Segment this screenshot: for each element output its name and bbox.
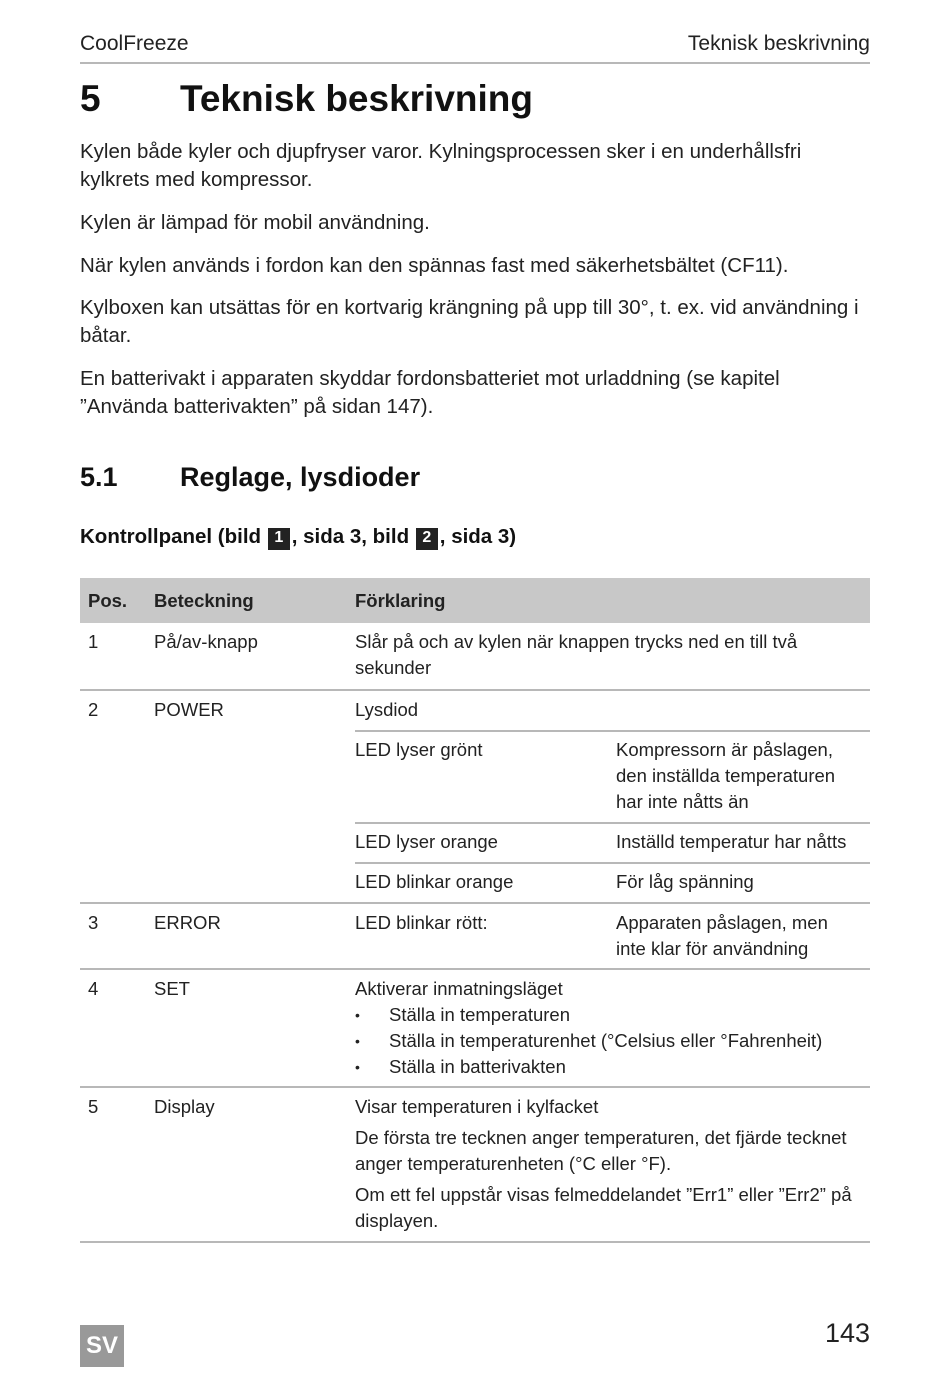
led-meaning: Inställd temperatur har nåtts [616, 831, 847, 852]
row-designation: På/av-knapp [154, 631, 258, 652]
subsection-number: 5.1 [80, 462, 118, 492]
led-state: LED lyser grönt [355, 739, 483, 760]
figure-ref-1: 1 [268, 528, 290, 550]
table-row [80, 904, 870, 970]
paragraph: Kylen är lämpad för mobil användning. [80, 211, 430, 234]
led-state: LED blinkar rött: [355, 912, 488, 933]
language-tab: SV [80, 1325, 124, 1367]
table-row [80, 1088, 870, 1243]
list-item: • Ställa in temperaturenhet (°Celsius eller °Fahrenheit) [355, 1028, 870, 1054]
divider [355, 730, 870, 732]
paragraph: När kylen används i fordon kan den spännas fast med säkerhetsbältet (CF11). [80, 254, 789, 277]
figure-ref-2: 2 [416, 528, 438, 550]
controls-table [80, 578, 870, 1243]
explanation-text: Visar temperaturen i kylfacket [355, 1096, 599, 1117]
led-meaning: Apparaten påslagen, men inte klar för användning [616, 912, 828, 959]
divider [355, 822, 870, 824]
header-explanation: Förklaring [355, 590, 446, 611]
row-explanation [355, 976, 870, 1080]
led-state: LED blinkar orange [355, 871, 514, 892]
header-pos: Pos. [88, 590, 128, 611]
led-meaning: Kompressorn är påslagen, den inställda temperaturen har inte nåtts än [616, 739, 836, 812]
header-product-name: CoolFreeze [80, 32, 189, 55]
heading-text: , sida 3, bild [291, 525, 415, 548]
chapter-title: Teknisk beskrivning [180, 78, 533, 119]
explanation-text: De första tre tecknen anger temperaturen, det fjärde tecknet anger temperaturenheten (°C eller °F). [355, 1127, 847, 1174]
subsection-heading [80, 462, 420, 493]
chapter-number: 5 [80, 78, 101, 119]
row-explanation [355, 1094, 870, 1234]
heading-text: Kontrollpanel (bild [80, 525, 267, 548]
subsection-title: Reglage, lysdioder [180, 462, 421, 492]
explanation-text: Aktiverar inmatningsläget [355, 978, 563, 999]
heading-text: , sida 3) [439, 525, 517, 548]
row-pos: 1 [88, 631, 99, 652]
row-pos: 2 [88, 699, 99, 720]
row-designation: POWER [154, 699, 224, 720]
row-designation: SET [154, 978, 190, 999]
header-chapter-title: Teknisk beskrivning [687, 32, 870, 55]
row-explanation: Slår på och av kylen när knappen trycks ned en till två sekunder [355, 631, 798, 678]
page-number: 143 [824, 1318, 870, 1348]
control-panel-heading [80, 525, 516, 550]
chapter-heading [80, 78, 533, 120]
paragraph: Kylen både kyler och djupfryser varor. Kylningsprocessen sker i en underhållsfri kylkrets med kompressor. [80, 140, 802, 191]
list-item: • Ställa in temperaturen [355, 1002, 870, 1028]
divider [355, 862, 870, 864]
table-row [80, 970, 870, 1088]
paragraph: Kylboxen kan utsättas för en kortvarig krängning på upp till 30°, t. ex. vid användning i båtar. [80, 296, 859, 347]
table-row [80, 691, 870, 904]
header-designation: Beteckning [154, 590, 254, 611]
explanation-text: Om ett fel uppstår visas felmeddelandet ”Err1” eller ”Err2” på displayen. [355, 1184, 852, 1231]
led-meaning: För låg spänning [616, 871, 754, 892]
row-designation: ERROR [154, 912, 221, 933]
table-header-row [80, 578, 870, 623]
table-row [80, 623, 870, 691]
row-pos: 3 [88, 912, 99, 933]
page-header [80, 32, 870, 64]
row-explanation: Lysdiod [355, 699, 419, 720]
led-state: LED lyser orange [355, 831, 498, 852]
row-pos: 5 [88, 1096, 99, 1117]
row-designation: Display [154, 1096, 215, 1117]
row-pos: 4 [88, 978, 99, 999]
list-item: • Ställa in batterivakten [355, 1054, 870, 1080]
paragraph: En batterivakt i apparaten skyddar fordonsbatteriet mot urladdning (se kapitel ”Använda batterivakten” på sidan 147). [80, 367, 780, 418]
